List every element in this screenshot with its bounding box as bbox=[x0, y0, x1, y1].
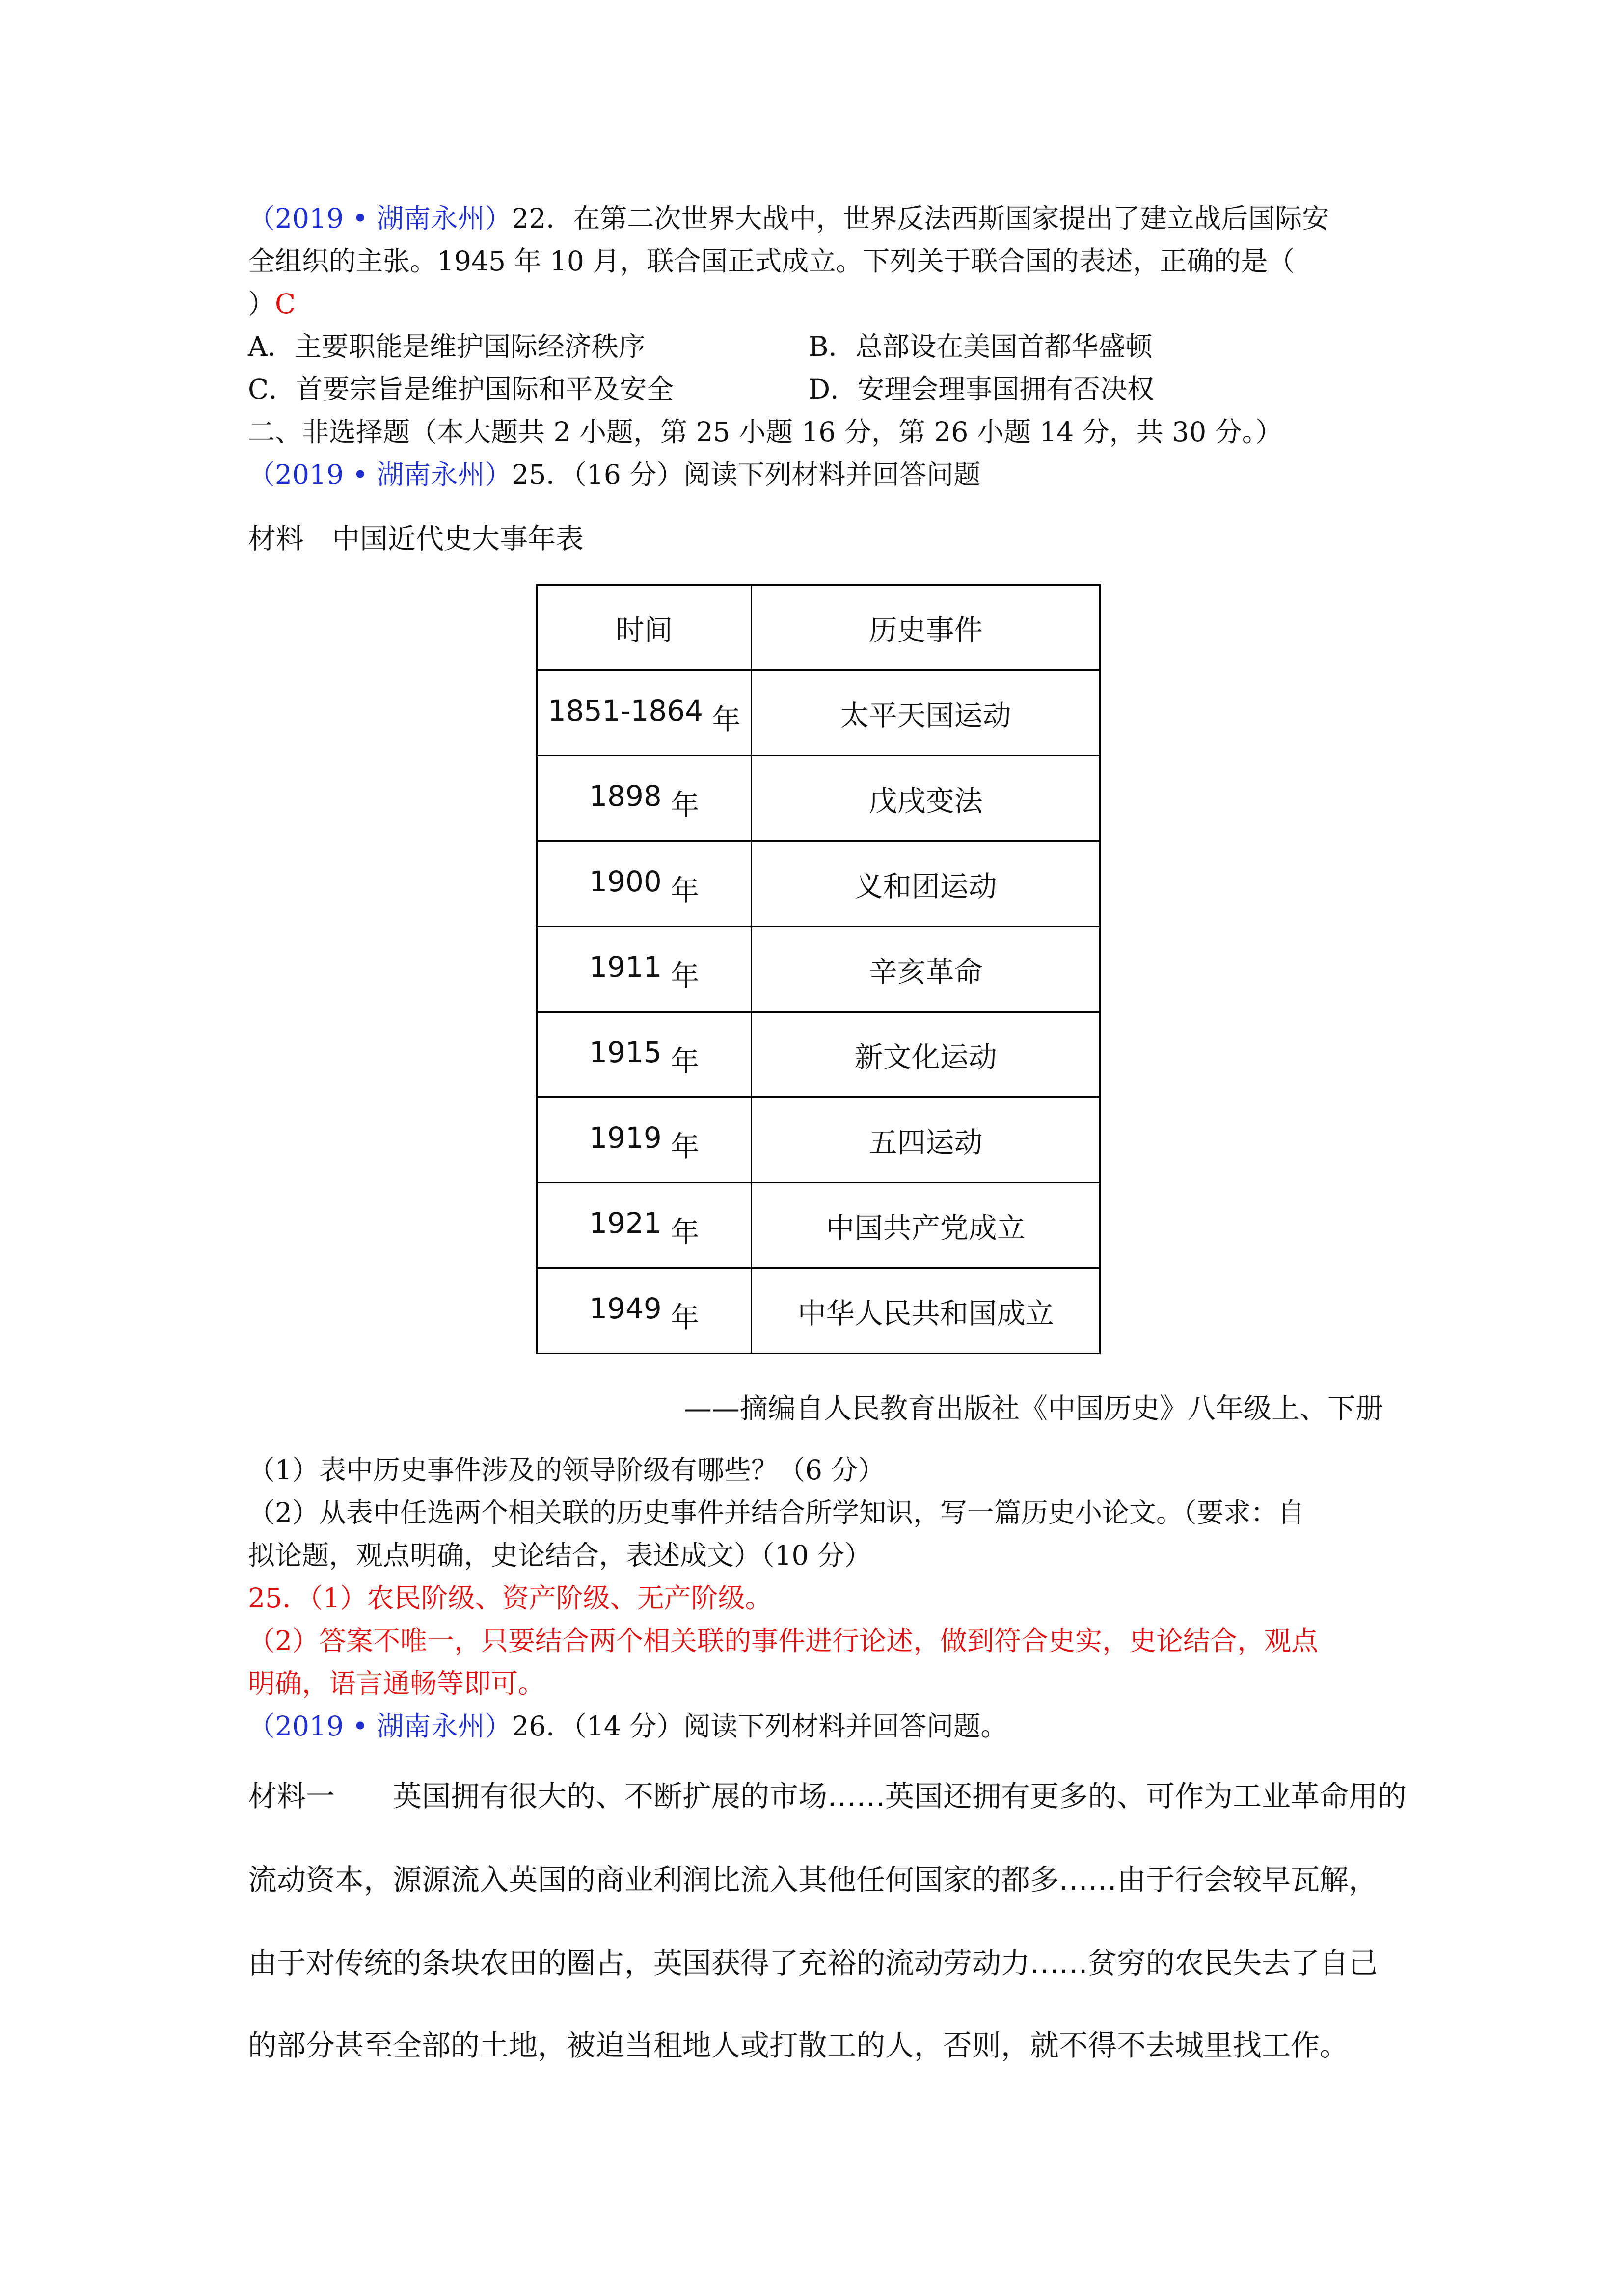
q25-source: （2019 • 湖南永州） bbox=[248, 459, 512, 490]
q22-line-1 bbox=[248, 201, 1329, 236]
table-header-event: 历史事件 bbox=[752, 585, 1100, 670]
year-cell: 1915 年 bbox=[537, 1012, 752, 1097]
table-row bbox=[537, 670, 1100, 756]
table-row bbox=[537, 1012, 1100, 1097]
q25-answer-2-line-1: （2）答案不唯一，只要结合两个相关联的事件进行论述，做到符合史实，史论结合，观点 bbox=[248, 1625, 1318, 1656]
table-row bbox=[537, 1268, 1100, 1354]
q25-line-1 bbox=[248, 457, 980, 492]
year-cell: 1949 年 bbox=[537, 1268, 752, 1354]
table-row bbox=[537, 841, 1100, 927]
event-cell: 中华人民共和国成立 bbox=[752, 1268, 1100, 1354]
q25-material-title: 材料 中国近代史大事年表 bbox=[248, 523, 584, 555]
table-row bbox=[537, 927, 1100, 1012]
q26-stem: 26．（14 分）阅读下列材料并回答问题。 bbox=[512, 1710, 1008, 1742]
q22-option-b: B．总部设在美国首都华盛顿 bbox=[809, 331, 1153, 362]
q22-bracket-close: ） bbox=[248, 288, 275, 320]
event-cell: 戊戌变法 bbox=[752, 756, 1100, 841]
q25-stem: 25．（16 分）阅读下列材料并回答问题 bbox=[512, 459, 981, 490]
table-citation: ——摘编自人民教育出版社《中国历史》八年级上、下册 bbox=[684, 1392, 1383, 1425]
q22-option-a: A．主要职能是维护国际经济秩序 bbox=[248, 331, 646, 362]
year-cell: 1900 年 bbox=[537, 841, 752, 927]
table-header-row bbox=[537, 585, 1100, 670]
event-cell: 五四运动 bbox=[752, 1097, 1100, 1183]
table-row bbox=[537, 1097, 1100, 1183]
q25-sub-question-2-line-2: 拟论题，观点明确，史论结合，表述成文）（10 分） bbox=[248, 1540, 871, 1571]
q26-source: （2019 • 湖南永州） bbox=[248, 1710, 512, 1742]
year-cell: 1851-1864 年 bbox=[537, 670, 752, 756]
table-header-time: 时间 bbox=[537, 585, 752, 670]
event-cell: 太平天国运动 bbox=[752, 670, 1100, 756]
q22-stem-line-2: 全组织的主张。1945 年 10 月，联合国正式成立。下列关于联合国的表述，正确的是（ bbox=[248, 245, 1295, 277]
q22-option-c: C．首要宗旨是维护国际和平及安全 bbox=[248, 374, 674, 405]
table-row bbox=[537, 1183, 1100, 1268]
year-cell: 1921 年 bbox=[537, 1183, 752, 1268]
q25-sub-question-1: （1）表中历史事件涉及的领导阶级有哪些？（6 分） bbox=[248, 1454, 885, 1486]
year-cell: 1919 年 bbox=[537, 1097, 752, 1183]
event-cell: 辛亥革命 bbox=[752, 927, 1100, 1012]
event-cell: 中国共产党成立 bbox=[752, 1183, 1100, 1268]
q26-material-1-line-3: 由于对传统的条块农田的圈占，英国获得了充裕的流动劳动力……贫穷的农民失去了自己 bbox=[248, 1946, 1378, 1980]
event-cell: 义和团运动 bbox=[752, 841, 1100, 927]
q26-material-1-line-2: 流动资本，源源流入英国的商业利润比流入其他任何国家的都多……由于行会较早瓦解， bbox=[248, 1863, 1378, 1896]
events-table bbox=[536, 584, 1101, 1354]
q22-answer: C bbox=[275, 288, 296, 320]
event-cell: 新文化运动 bbox=[752, 1012, 1100, 1097]
year-cell: 1898 年 bbox=[537, 756, 752, 841]
table-row bbox=[537, 756, 1100, 841]
q25-sub-question-2-line-1: （2）从表中任选两个相关联的历史事件并结合所学知识，写一篇历史小论文。（要求：自 bbox=[248, 1497, 1305, 1528]
q22-source: （2019 • 湖南永州） bbox=[248, 203, 512, 234]
q25-answer-2-line-2: 明确，语言通畅等即可。 bbox=[248, 1668, 545, 1699]
q22-line-3 bbox=[248, 287, 296, 321]
q25-answer-1: 25．（1）农民阶级、资产阶级、无产阶级。 bbox=[248, 1582, 772, 1614]
q26-material-1-line-1: 材料一 英国拥有很大的、不断扩展的市场……英国还拥有更多的、可作为工业革命用的 bbox=[248, 1779, 1407, 1813]
q26-line-1 bbox=[248, 1709, 1007, 1743]
year-cell: 1911 年 bbox=[537, 927, 752, 1012]
q22-stem-line-1: 22．在第二次世界大战中，世界反法西斯国家提出了建立战后国际安 bbox=[512, 203, 1329, 234]
q22-line-2 bbox=[248, 244, 1295, 278]
section-2-heading: 二、非选择题（本大题共 2 小题，第 25 小题 16 分，第 26 小题 14 分，共 30 分。） bbox=[248, 416, 1283, 448]
q26-material-1-line-4: 的部分甚至全部的土地，被迫当租地人或打散工的人，否则，就不得不去城里找工作。 bbox=[248, 2029, 1349, 2062]
q22-option-d: D．安理会理事国拥有否决权 bbox=[809, 374, 1155, 405]
